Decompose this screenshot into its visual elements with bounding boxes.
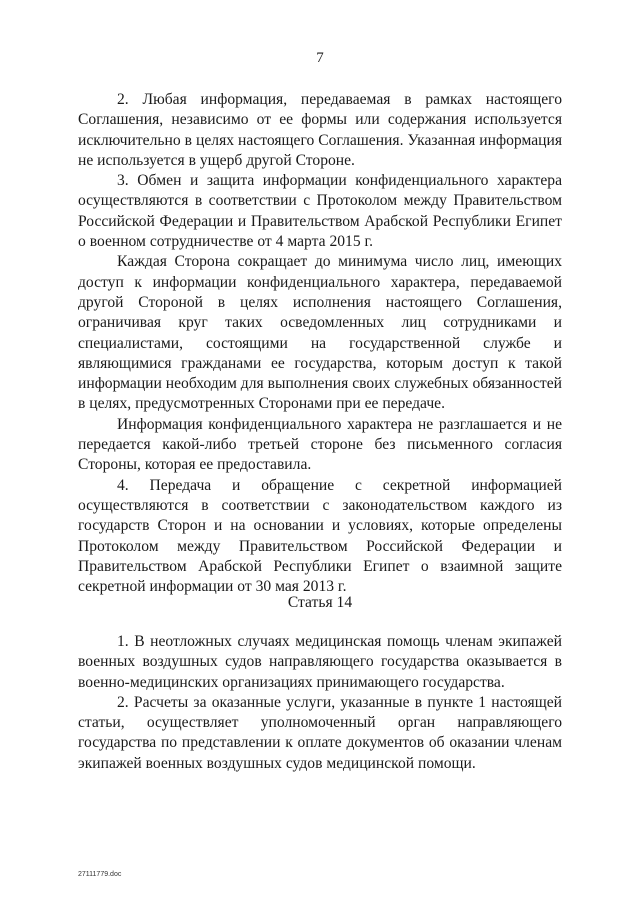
- article-text: [78, 632, 562, 774]
- paragraph-access-limitation: Каждая Сторона сокращает до минимума число лиц, имеющих доступ к информации конфиденциального характера, передаваемой другой Стороной в целях исполнения настоящего Соглашения, ограничивая круг таких осведомленных лиц сотрудниками и специалистами, состоящими на государственной службе и являющимися гражданами ее государства, которым доступ к такой информации необходим для выполнения своих служебных обязанностей в целях, предусмотренных Сторонами при ее передаче.: [78, 253, 562, 413]
- article-paragraph-1-medical-help: 1. В неотложных случаях медицинская помощь членам экипажей военных воздушных судов направляющего государства оказывается в военно-медицинских организациях принимающего государства.: [78, 633, 562, 691]
- article-title: Статья 14: [287, 594, 353, 611]
- article-paragraph-2-payments: 2. Расчеты за оказанные услуги, указанные в пункте 1 настоящей статьи, осуществляет уполномоченный орган направляющего государства по представлении к оплате документов об оказании членам экипажей военных воздушных судов медицинской помощи.: [78, 693, 562, 772]
- paragraph-non-disclosure: Информация конфиденциального характера не разглашается и не передается какой-либо третьей стороне без письменного согласия Стороны, которая ее предоставила.: [78, 415, 562, 474]
- paragraph-2-information-use: 2. Любая информация, передаваемая в рамках настоящего Соглашения, независимо от ее формы или содержания используется исключительно в целях настоящего Соглашения. Указанная информация не используется в ущерб другой Стороне.: [78, 91, 562, 169]
- paragraph-3-confidential-exchange: 3. Обмен и защита информации конфиденциального характера осуществляются в соответствии с Протоколом между Правительством Российской Федерации и Правительством Арабской Республики Египет о военном сотрудничестве от 4 марта 2015 г.: [78, 172, 562, 251]
- page-number: 7: [316, 50, 324, 66]
- document-footer: 27111779.doc: [78, 871, 122, 878]
- paragraph-4-secret-information: 4. Передача и обращение с секретной информацией осуществляются в соответствии с законодательством каждого из государств Сторон и на основании и условиях, которые определены Протоколом между Правительством Российской Федерации и Правительством Арабской Республики Египет о взаимной защите секретной информации от 30 мая 2013 г.: [78, 476, 562, 596]
- section-text: [78, 90, 562, 597]
